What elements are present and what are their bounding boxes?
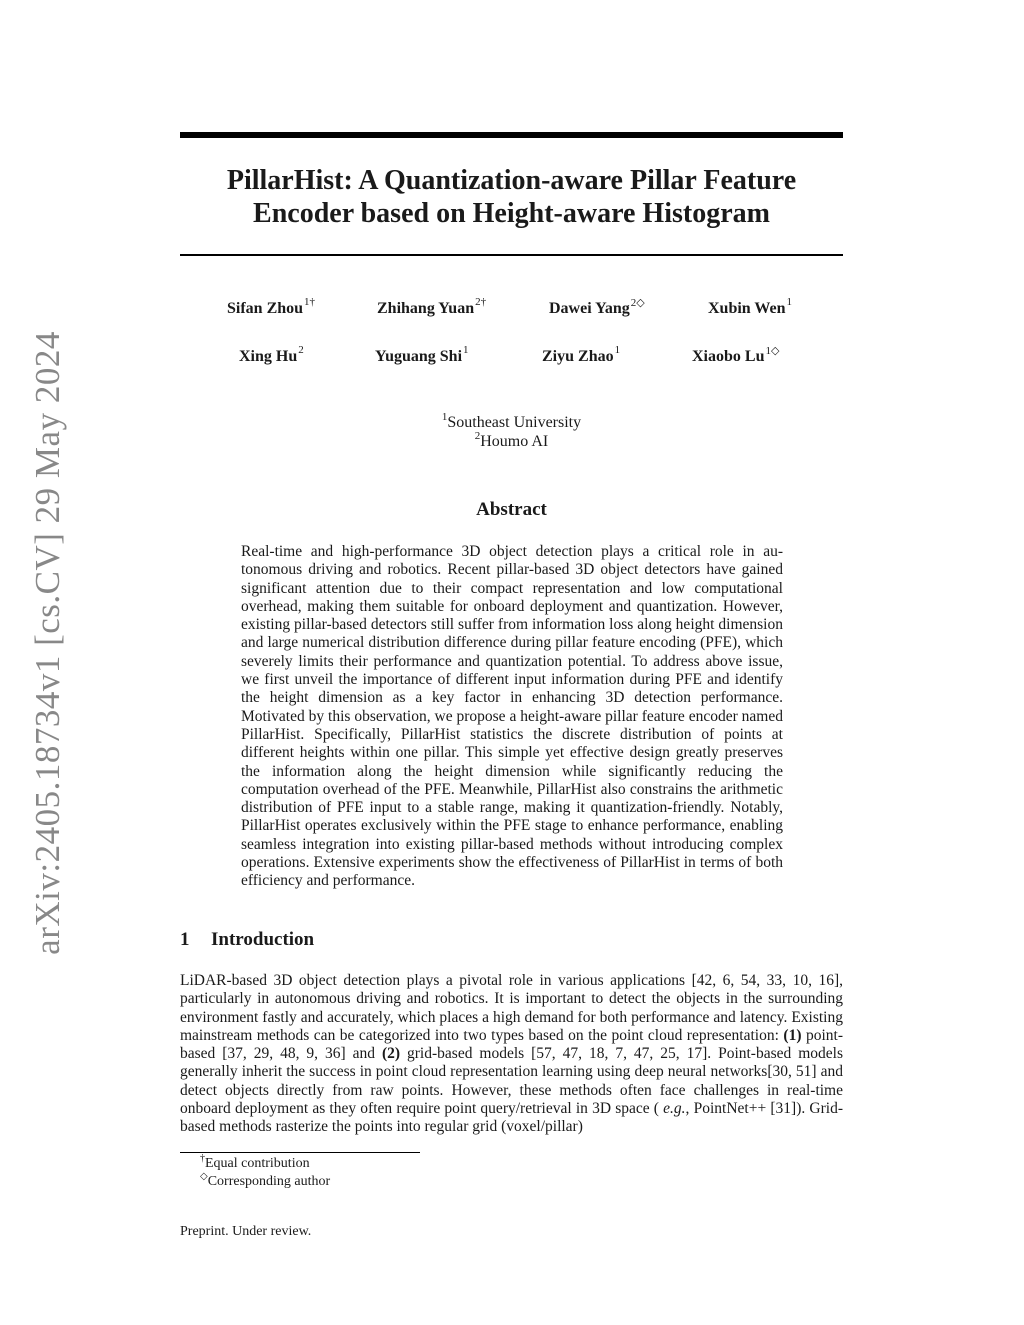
intro-text-4: , PointNet++ [31]). Grid-based methods rasterize the points into regular grid (voxel/pillar) (180, 1100, 843, 1136)
introduction-paragraph (180, 972, 843, 1137)
affiliation-mark: 1 (441, 411, 448, 423)
author-name: Xiaobo Lu (692, 348, 765, 365)
footnote-2 (200, 1171, 331, 1190)
intro-marker-1: (1) (783, 1026, 802, 1044)
intro-text-1: LiDAR-based 3D object detection plays a pivotal role in various applications [42, 6, 54, 33, 10, 16], particularly in autonomous driving and robotics. It is important to detect the objects in the surrounding environment fastly and accurately, which places a high demand for both performance and latency. Existing mainstream methods can be categorized into two types based on the point cloud representation: (180, 972, 843, 1044)
author-8 (692, 345, 780, 366)
author-mark: 1◇ (765, 345, 780, 357)
author-mark: 1 (786, 296, 793, 308)
footnote-mark: † (200, 1153, 205, 1164)
author-7 (542, 344, 621, 366)
abstract-text: Real-time and high-performance 3D object detection plays a critical role in autonomous driving and robotics. Recent pillar-based 3D object detectors have gained significant attention due to their compact representation and low computational overhead, making them suitable for onboard deployment and quantization. However, existing pillar-based detectors still suffer from information loss along height dimension and large numerical distribution difference during pillar feature encoding (PFE), which severely limits their performance and quantization potential. To address above issue, we first unveil the importance of different input information during PFE and identify the height dimension as a key factor in enhancing 3D detection performance. Motivated by this observation, we propose a height-aware pillar feature encoder named PillarHist. Specifically, PillarHist statistics the discrete distribution of points at different heights within one pillar. This simple yet effective design greatly preserves the information along the height dimension while significantly reducing the computation overhead of the PFE. Meanwhile, PillarHist also constrains the arithmetic distribution of PFE input to a stable range, making it quantization-friendly. Notably, PillarHist operates exclusively within the PFE stage to enhance performance, enabling seamless integration into existing pillar-based methods without introducing complex operations. Extensive experiments show the effectiveness of PillarHist in terms of both efficiency and performance. (241, 543, 783, 890)
affiliation-1 (180, 411, 843, 432)
section-title: Introduction (211, 929, 315, 950)
intro-text-2: point-based [37, 29, 48, 9, 36] and (180, 1026, 843, 1063)
author-name: Sifan Zhou (227, 300, 304, 317)
footnote-text: Equal contribution (205, 1156, 310, 1171)
author-2 (377, 296, 487, 318)
preprint-note: Preprint. Under review. (180, 1224, 312, 1239)
author-mark: 1† (304, 296, 316, 308)
intro-text-3: grid-based models [57, 47, 18, 7, 47, 25, 17]. Point-based models generally inherit the success in point cloud representation learning using deep neural networks[30, 51] and detect objects directly from raw points. However, these methods often face challenges in real-time onboard deployment as they often require point query/retrieval in 3D space ( (180, 1045, 843, 1118)
affiliation-mark: 2 (474, 430, 481, 442)
section-number: 1 (180, 929, 190, 950)
affiliation-2 (180, 430, 843, 451)
title-rule-bottom (180, 254, 843, 256)
affiliation-name: Southeast University (447, 414, 582, 431)
footnote-text: Corresponding author (207, 1174, 331, 1189)
title-rule-top (180, 132, 843, 138)
author-name: Ziyu Zhao (542, 348, 614, 365)
author-6 (375, 344, 469, 366)
paper-title (180, 164, 843, 230)
abstract-heading: Abstract (476, 499, 547, 520)
author-4 (708, 296, 793, 318)
title-line-2: Encoder based on Height-aware Histogram (253, 198, 770, 229)
footnote-mark: ◇ (200, 1171, 208, 1182)
affiliation-name: Houmo AI (480, 433, 549, 450)
author-name: Yuguang Shi (375, 348, 463, 365)
author-1 (227, 296, 316, 318)
author-3 (549, 297, 645, 318)
intro-eg: e.g. (663, 1100, 686, 1118)
arxiv-identifier: arXiv:2405.18734v1 [cs.CV] 29 May 2024 (28, 331, 67, 955)
footnote-rule (180, 1152, 420, 1153)
author-mark: 2† (475, 296, 487, 308)
author-mark: 2◇ (630, 297, 645, 309)
author-name: Dawei Yang (549, 300, 630, 317)
author-mark: 2 (298, 344, 304, 356)
author-5 (239, 344, 304, 366)
author-mark: 1 (463, 344, 469, 356)
section-heading (180, 929, 314, 951)
author-mark: 1 (614, 344, 621, 356)
author-name: Xing Hu (239, 348, 298, 365)
footnote-1 (200, 1153, 310, 1172)
intro-marker-2: (2) (381, 1045, 401, 1063)
author-name: Xubin Wen (708, 300, 786, 317)
author-name: Zhihang Yuan (377, 300, 475, 317)
title-line-1: PillarHist: A Quantization-aware Pillar Feature (226, 165, 797, 196)
